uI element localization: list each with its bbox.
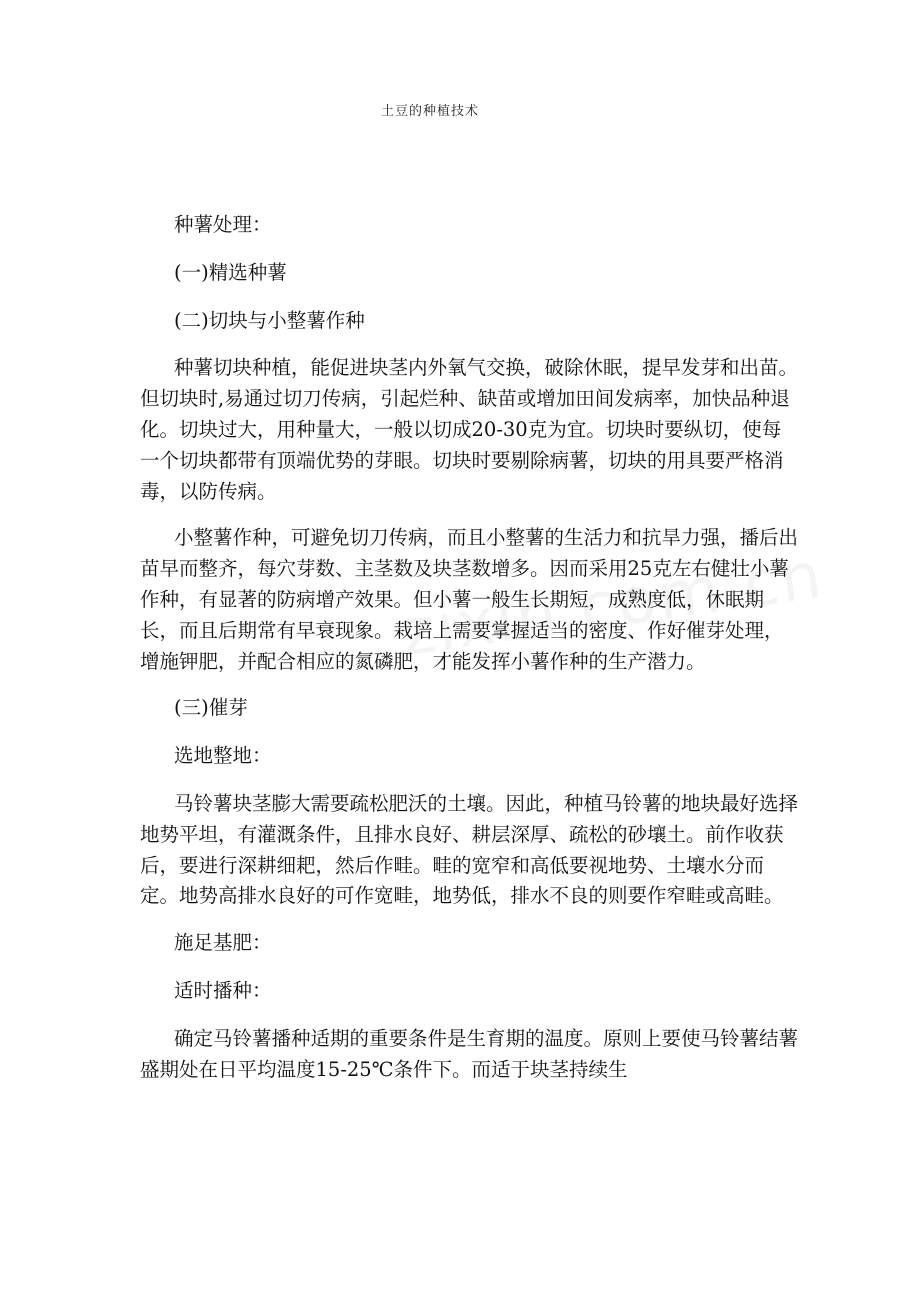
section-heading: 选地整地：: [174, 744, 272, 768]
section-heading: 施足基肥：: [174, 931, 272, 955]
document-title: 土豆的种植技术: [380, 104, 479, 119]
section-heading: (一)精选种薯: [174, 260, 287, 284]
document-body: [140, 210, 800, 1085]
section-heading: (二)切块与小整薯作种: [174, 308, 365, 332]
section-heading: (三)催芽: [174, 696, 248, 720]
body-paragraph: 马铃薯块茎膨大需要疏松肥沃的土壤。因此，种植马铃薯的地块最好选择地势平坦，有灌溉条件，且排水良好、耕层深厚、疏松的砂壤土。前作收获后，要进行深耕细耙，然后作畦。畦的宽窄和高低要视地势、土壤水分而定。地势高排水良好的可作宽畦，地势低，排水不良的则要作窄畦或高畦。: [140, 791, 799, 908]
body-paragraph: 确定马铃薯播种适期的重要条件是生育期的温度。原则上要使马铃薯结薯盛期处在日平均温度15-25℃条件下。而适于块茎持续生: [140, 1026, 799, 1081]
section-heading: 适时播种：: [174, 978, 272, 1002]
section-heading: 种薯处理：: [174, 213, 272, 236]
body-paragraph: 种薯切块种植，能促进块茎内外氧气交换，破除休眠，提早发芽和出苗。但切块时,易通过切刀传病，引起烂种、缺苗或增加田间发病率，加快品种退化。切块过大，用种量大，一般以切成20-30克为宜。切块时要纵切，使每一个切块都带有顶端优势的芽眼。切块时要剔除病薯，切块的用具要严格消毒，以防传病。: [140, 356, 799, 503]
body-paragraph: 小整薯作种，可避免切刀传病，而且小整薯的生活力和抗旱力强，播后出苗早而整齐，每穴芽数、主茎数及块茎数增多。因而采用25克左右健壮小薯作种，有显著的防病增产效果。但小薯一般生长期短，成熟度低，休眠期长，而且后期常有早衰现象。栽培上需要掌握适当的密度、作好催芽处理，增施钾肥，并配合相应的氮磷肥，才能发挥小薯作种的生产潜力。: [140, 526, 799, 673]
